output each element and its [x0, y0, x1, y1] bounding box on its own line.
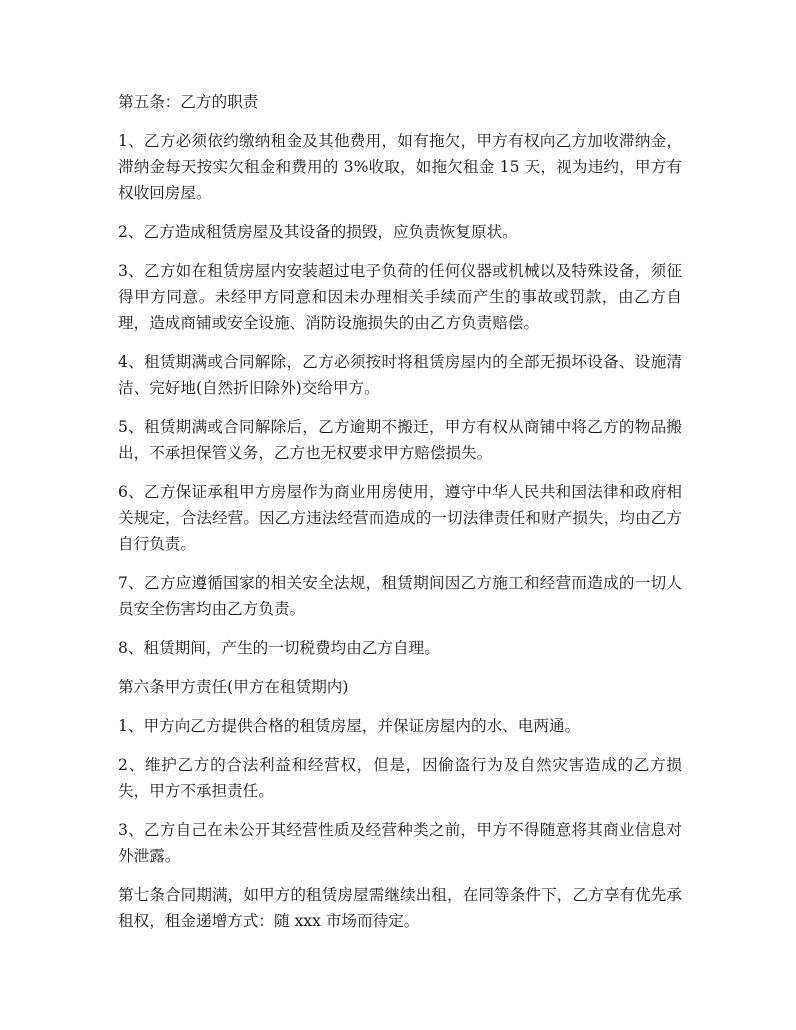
clause-5-8: 8、租赁期间，产生的一切税费均由乙方自理。 [118, 639, 440, 657]
section-heading-5: 第五条：乙方的职责 [118, 93, 259, 111]
section-heading-6: 第六条甲方责任(甲方在租赁期内) [118, 678, 349, 696]
clause-5-3: 3、乙方如在租赁房屋内安装超过电子负荷的任何仪器或机械以及特殊设备，须征得甲方同意。未经甲方同意和因未办理相关手续而产生的事故或罚款，由乙方自理，造成商铺或安全设施、消防设施损失的由乙方负责赔偿。 [118, 262, 682, 332]
clause-5-4: 4、租赁期满或合同解除，乙方必须按时将租赁房屋内的全部无损坏设备、设施清洁、完好地(自然折旧除外)交给甲方。 [118, 353, 682, 397]
clause-6-3: 3、乙方自己在未公开其经营性质及经营种类之前，甲方不得随意将其商业信息对外泄露。 [118, 821, 682, 865]
clause-5-7: 7、乙方应遵循国家的相关安全法规，租赁期间因乙方施工和经营而造成的一切人员安全伤害均由乙方负责。 [118, 574, 682, 618]
clause-5-6: 6、乙方保证承租甲方房屋作为商业用房使用，遵守中华人民共和国法律和政府相关规定，合法经营。因乙方违法经营而造成的一切法律责任和财产损失，均由乙方自行负责。 [118, 483, 682, 553]
clause-5-5: 5、租赁期满或合同解除后，乙方逾期不搬迁，甲方有权从商铺中将乙方的物品搬出，不承担保管义务，乙方也无权要求甲方赔偿损失。 [118, 418, 682, 462]
section-7: 第七条合同期满，如甲方的租赁房屋需继续出租，在同等条件下，乙方享有优先承租权，租金递增方式：随 xxx 市场而待定。 [118, 886, 682, 930]
clause-6-2: 2、维护乙方的合法利益和经营权，但是，因偷盗行为及自然灾害造成的乙方损失，甲方不承担责任。 [118, 756, 682, 800]
clause-5-2: 2、乙方造成租赁房屋及其设备的损毁，应负责恢复原状。 [118, 223, 518, 241]
clause-5-1: 1、乙方必须依约缴纳租金及其他费用，如有拖欠，甲方有权向乙方加收滞纳金，滞纳金每天按实欠租金和费用的 3%收取，如拖欠租金 15 天，视为违约，甲方有权收回房屋。 [118, 132, 682, 202]
clause-6-1: 1、甲方向乙方提供合格的租赁房屋，并保证房屋内的水、电两通。 [118, 717, 581, 735]
